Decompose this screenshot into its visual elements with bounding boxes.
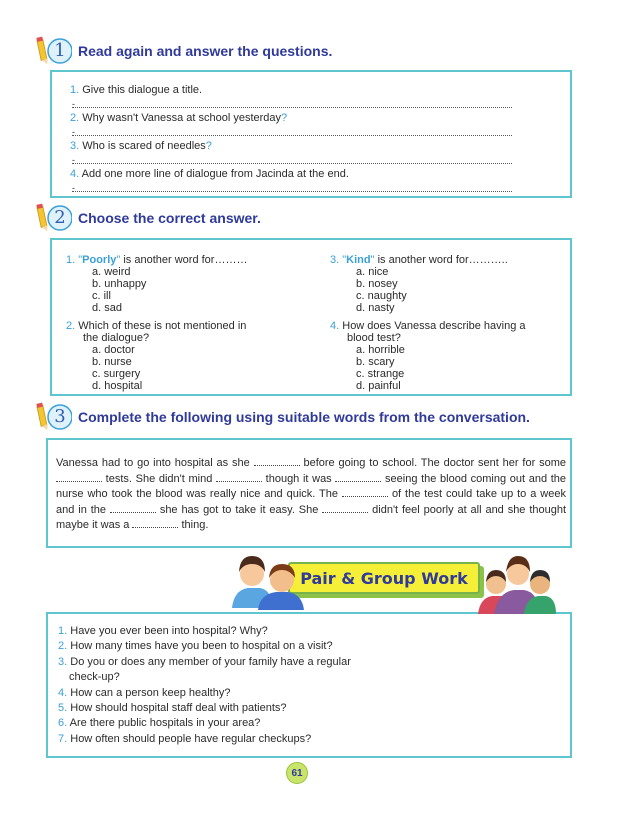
option[interactable]: d. hospital [92,380,143,392]
option[interactable]: c. naughty [356,290,407,302]
banner-title: Pair & Group Work [300,568,468,588]
list-item: 4. How can a person keep healthy? [58,686,231,699]
blank-7[interactable] [322,505,368,513]
question-text: Add one more line of dialogue from Jacinda at the end. [81,168,349,180]
question-2: 2. Why wasn't Vanessa at school yesterday? [70,112,288,124]
question-number: 1. [70,84,80,96]
question-number: 2. [70,112,80,124]
blank-5[interactable] [342,489,388,497]
mcq-3: 3. "Kind" is another word for……….. a. nice b. nosey c. naughty d. nasty [330,254,508,314]
section1-number: 1 [54,40,66,61]
section2-number: 2 [54,207,66,228]
option[interactable]: a. weird [92,266,131,278]
option[interactable]: a. nice [356,266,389,278]
question-3: 3. Who is scared of needles? [70,140,212,152]
option[interactable]: a. horrible [356,344,405,356]
pencil-number-badge-icon [36,402,72,432]
section2-title: Choose the correct answer. [78,210,261,226]
option[interactable]: b. nurse [92,356,132,368]
question-4 [70,168,349,180]
cloze-paragraph: Vanessa had to go into hospital as she before going to school. The doctor sent her for some tests. She didn't mind though it was seeing the blood coming out and the nurse who took the blood was really nice and quick. The of the test could take up to a week and in the she has got to take it easy. She didn't feel poorly at all and she thought maybe it was a thing. [56,457,567,532]
answer-line-1[interactable]: - [72,100,512,108]
page-number: 61 [286,762,308,784]
list-item: 5. How should hospital staff deal with patients? [58,702,287,715]
pencil-number-badge-icon [36,36,72,66]
kids-left-illustration-icon [228,548,306,610]
question-number: 4. [70,168,80,180]
list-item: 3. Do you or does any member of your family have a regular [58,655,351,668]
option[interactable]: c. surgery [92,368,141,380]
answer-line-4[interactable]: - [72,184,512,192]
question-text: Give this dialogue a title. [82,84,203,96]
question-text: Why wasn't Vanessa at school yesterday [82,112,282,124]
blank-8[interactable] [132,520,178,528]
mcq-1: 1. "Poorly" is another word for……… a. weird b. unhappy c. ill d. sad [66,254,248,314]
section1-title: Read again and answer the questions. [78,43,333,59]
blank-4[interactable] [335,474,381,482]
section3-number: 3 [54,406,66,427]
pair-group-banner [288,562,480,594]
section1-header [36,36,332,66]
keyword: Poorly [82,254,117,266]
section3-title: Complete the following using suitable words from the conversation. [78,409,530,425]
list-item: check-up? [69,671,120,684]
option[interactable]: d. nasty [356,302,395,314]
option[interactable]: a. doctor [92,344,135,356]
blank-1[interactable] [254,458,300,466]
option[interactable]: b. nosey [356,278,398,290]
blank-2[interactable] [56,474,102,482]
pencil-number-badge-icon [36,203,72,233]
mcq-2: 2. Which of these is not mentioned in the dialogue? a. doctor b. nurse c. surgery d. hospital [66,320,247,392]
section1-box [50,70,572,198]
question-1 [70,84,202,96]
section2-header [36,203,261,233]
mcq-4: 4. How does Vanessa describe having a blood test? a. horrible b. scary c. strange d. painful [330,320,526,392]
option[interactable]: b. scary [356,356,395,368]
section3-header [36,402,530,432]
list-item: 6. Are there public hospitals in your area? [58,717,261,730]
blank-6[interactable] [110,505,156,513]
list-item: 1. Have you ever been into hospital? Why? [58,625,268,637]
answer-line-3[interactable]: - [72,156,512,164]
section2-box [50,238,572,396]
list-item: 7. How often should people have regular checkups? [58,732,312,745]
blank-3[interactable] [216,474,262,482]
option[interactable]: c. ill [92,290,111,302]
question-number: 3. [70,140,80,152]
keyword: Kind [346,254,371,266]
option[interactable]: d. painful [356,380,401,392]
list-item: 2. How many times have you been to hospital on a visit? [58,640,333,653]
pair-group-questions [58,624,351,747]
option[interactable]: b. unhappy [92,278,147,290]
group-right-illustration-icon [476,548,558,616]
question-text: Who is scared of needles [82,140,206,152]
answer-line-2[interactable]: - [72,128,512,136]
option[interactable]: c. strange [356,368,405,380]
option[interactable]: d. sad [92,302,122,314]
